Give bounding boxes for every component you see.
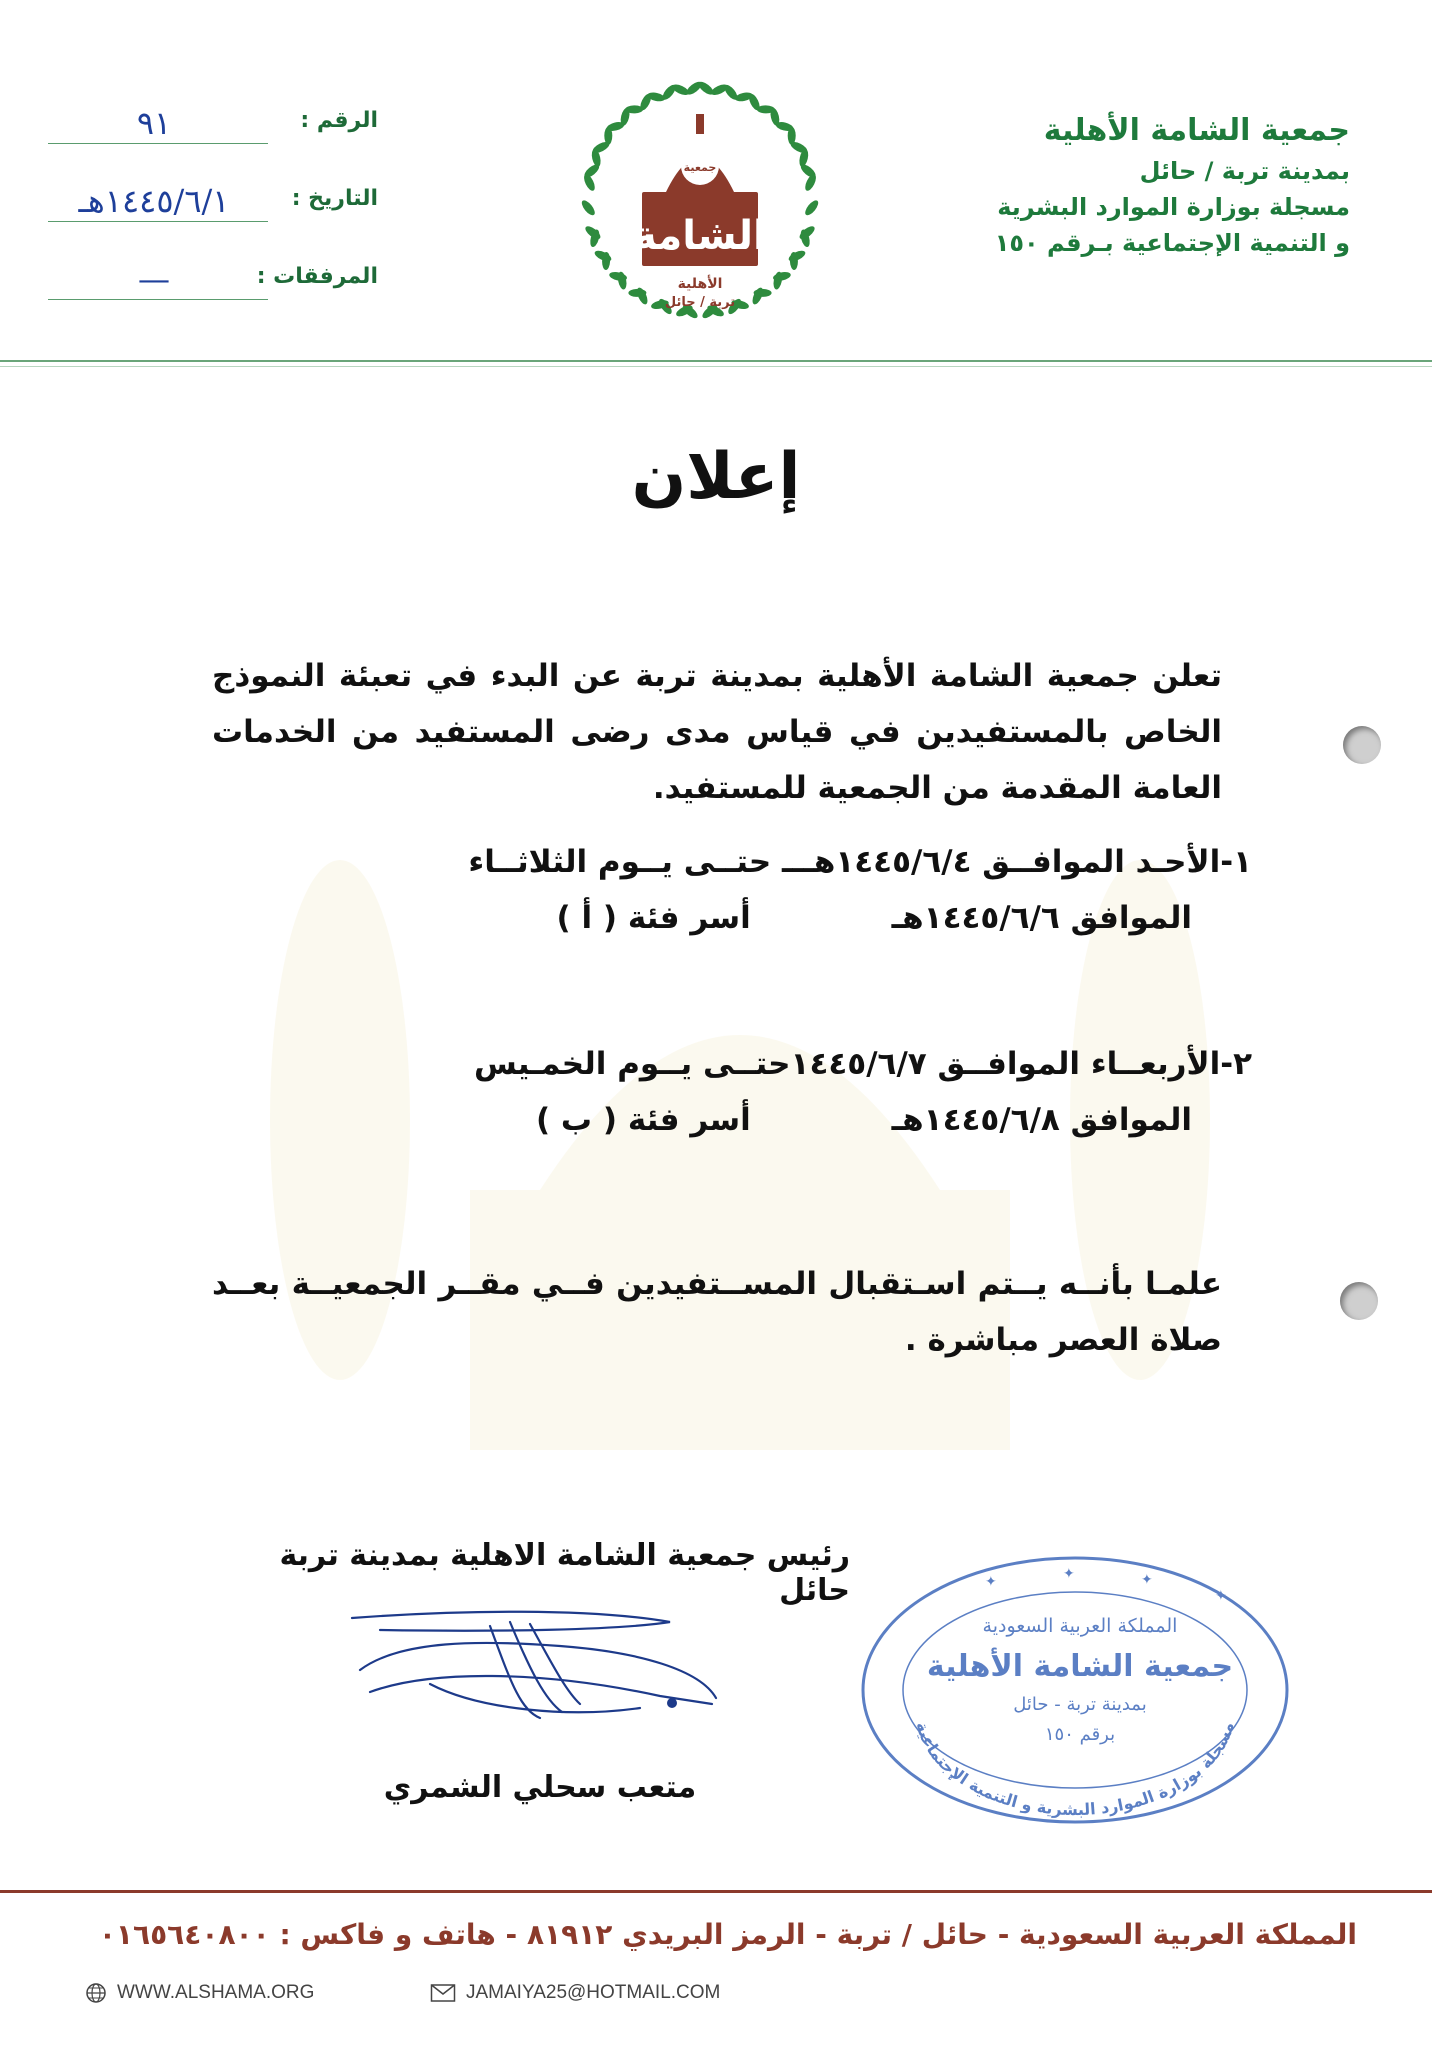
logo-sub1: الأهلية [677, 276, 723, 292]
envelope-icon [430, 1983, 456, 2003]
footer-divider [0, 1890, 1432, 1893]
svg-text:✦: ✦ [1215, 1588, 1227, 1604]
org-registration-line2: و التنمية الإجتماعية بـرقم ١٥٠ [994, 229, 1350, 257]
date-label: التاريخ : [291, 186, 378, 211]
header-divider-thin [0, 366, 1432, 367]
website-text[interactable]: WWW.ALSHAMA.ORG [117, 1982, 315, 2004]
schedule-item-2-line1: ٢-الأربعــاء الموافــق ١٤٤٥/٦/٧حتــى يــوم الخمـيس [473, 1046, 1252, 1082]
globe-icon [85, 1982, 107, 2004]
attachments-label: المرفقات : [256, 264, 378, 289]
logo-sub2: تربة / حائل [664, 295, 736, 310]
footer-website[interactable] [85, 1982, 314, 2004]
logo-main-word: الشامة [633, 213, 767, 259]
svg-text:✦: ✦ [985, 1574, 997, 1590]
schedule-item-1-line1: ١-الأحـد الموافــق ١٤٤٥/٦/٤هـــ حتــى يــوم الثلاثــاء [468, 844, 1252, 880]
logo-top-word: جمعية [683, 161, 717, 174]
org-city: بمدينة تربة / حائل [1139, 157, 1350, 185]
number-value: ٩١ [136, 104, 172, 142]
schedule-item-2-line2: الموافق ١٤٤٥/٦/٨هـ [891, 1102, 1192, 1138]
schedule-item-2 [212, 1036, 1252, 1148]
date-field [48, 182, 378, 222]
number-label: الرقم : [300, 108, 378, 133]
signatory-name: متعب سحلي الشمري [383, 1770, 697, 1805]
stamp-line1: المملكة العربية السعودية [982, 1615, 1178, 1637]
attachments-field [48, 260, 378, 300]
attachments-value: — [138, 260, 170, 298]
stamp-line2: جمعية الشامة الأهلية [926, 1649, 1234, 1684]
schedule-item-1 [212, 834, 1252, 946]
announcement-intro: تعلن جمعية الشامة الأهلية بمدينة تربة عن البدء في تعبئة النموذج الخاص بالمستفيدين في قياس مدى رضى المستفيد من الخدمات العامة المقدمة من الجمعية للمستفيد. [212, 658, 1222, 806]
association-logo [570, 62, 830, 322]
official-stamp [855, 1550, 1295, 1830]
announcement-note: علمـا بأنــه يــتم اسـتقبال المســتفيدين فــي مقــر الجمعيــة بعــد صلاة العصر مباشرة . [212, 1266, 1222, 1358]
org-registration-line1: مسجلة بوزارة الموارد البشرية [997, 193, 1350, 221]
organization-header [930, 108, 1350, 261]
svg-text:✦: ✦ [1063, 1566, 1075, 1582]
email-text[interactable]: JAMAIYA25@HOTMAIL.COM [466, 1982, 721, 2003]
punch-hole-bottom [1340, 1282, 1378, 1320]
signatory-title: رئيس جمعية الشامة الاهلية بمدينة تربة حائل [279, 1538, 850, 1608]
stamp-line3: بمدينة تربة - حائل [1013, 1694, 1147, 1715]
handwritten-signature [340, 1600, 740, 1740]
stamp-ring-text: مسجلة بوزارة الموارد البشرية و التنمية الإجتماعية [912, 1719, 1238, 1820]
date-value: ١٤٤٥/٦/١هـ [78, 182, 230, 220]
punch-hole-top [1343, 726, 1381, 764]
svg-text:✦: ✦ [1141, 1572, 1153, 1588]
schedule-item-1-category: أسر فئة ( أ ) [556, 900, 751, 936]
schedule-item-2-category: أسر فئة ( ب ) [535, 1102, 751, 1138]
org-name: جمعية الشامة الأهلية [1043, 113, 1350, 148]
footer-address: المملكة العربية السعودية - حائل / تربة - الرمز البريدي ٨١٩١٢ - هاتف و فاكس : ٠١٦٥٦٤٠٨٠٠ [98, 1918, 1357, 1951]
stamp-line4: برقم ١٥٠ [1044, 1724, 1116, 1745]
footer-email[interactable] [430, 1982, 720, 2004]
header-divider [0, 360, 1432, 362]
schedule-item-1-line2: الموافق ١٤٤٥/٦/٦هـ [891, 900, 1192, 936]
announcement-title: إعلان [631, 440, 801, 514]
number-field [48, 104, 378, 144]
